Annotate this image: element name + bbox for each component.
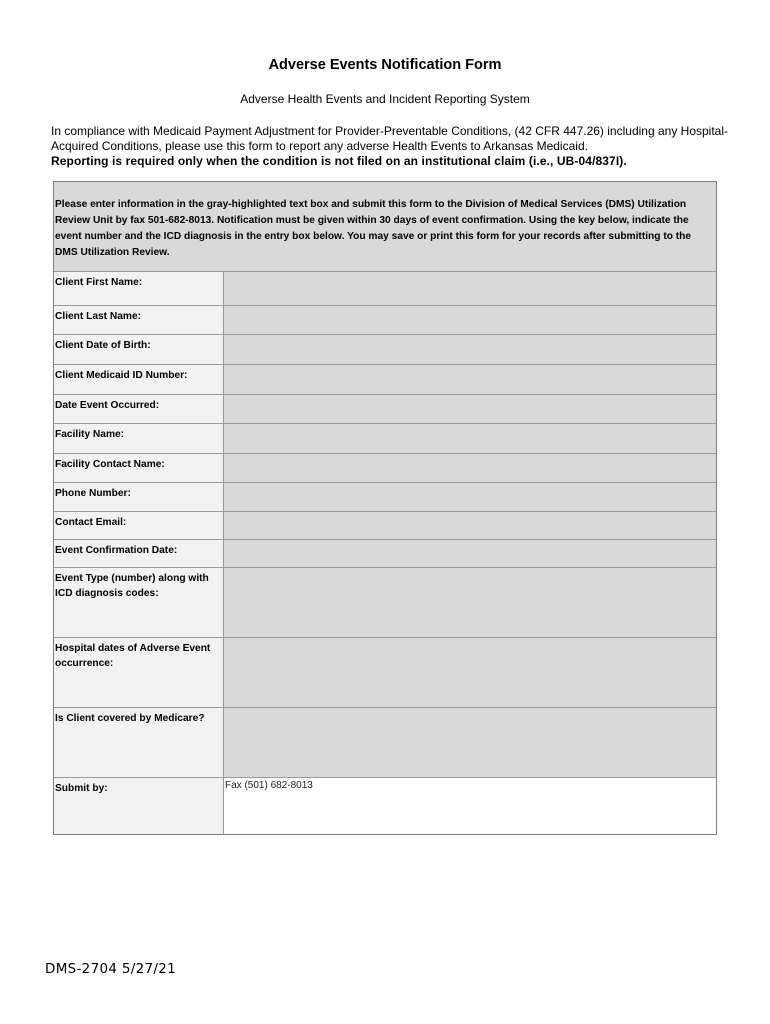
field-label: Contact Email:	[54, 512, 224, 539]
row-client-last-name	[54, 306, 716, 335]
field-label: Is Client covered by Medicare?	[54, 708, 224, 777]
row-facility-name	[54, 424, 716, 454]
facility-contact-name-field[interactable]	[224, 454, 716, 482]
form-subtitle: Adverse Health Events and Incident Reporting System	[240, 92, 530, 106]
row-submit-by	[54, 778, 716, 834]
row-facility-contact-name	[54, 454, 716, 483]
event-confirmation-date-field[interactable]	[224, 540, 716, 567]
facility-name-field[interactable]	[224, 424, 716, 453]
intro-paragraph	[51, 124, 731, 169]
intro-bold-text: Reporting is required only when the condition is not filed on an institutional claim (i.e., UB-04/837I).	[51, 154, 627, 168]
row-event-confirmation-date	[54, 540, 716, 568]
field-label: Event Confirmation Date:	[54, 540, 224, 567]
client-last-name-field[interactable]	[224, 306, 716, 334]
contact-email-field[interactable]	[224, 512, 716, 539]
row-medicare-coverage	[54, 708, 716, 778]
row-client-first-name	[54, 272, 716, 306]
field-label: Submit by:	[54, 778, 224, 834]
row-event-type	[54, 568, 716, 638]
event-type-field[interactable]	[224, 568, 716, 637]
row-client-dob	[54, 335, 716, 365]
field-label: Phone Number:	[54, 483, 224, 511]
form-number: DMS-2704 5/27/21	[45, 961, 176, 977]
client-medicaid-id-field[interactable]	[224, 365, 716, 394]
date-event-occurred-field[interactable]	[224, 395, 716, 423]
hospital-dates-field[interactable]	[224, 638, 716, 707]
medicare-coverage-field[interactable]	[224, 708, 716, 777]
client-dob-field[interactable]	[224, 335, 716, 364]
phone-number-field[interactable]	[224, 483, 716, 511]
field-label: Facility Name:	[54, 424, 224, 453]
form-instructions: Please enter information in the gray-highlighted text box and submit this form to the Division of Medical Services (DMS) Utilization Review Unit by fax 501-682-8013. Notification must be given within 30 days of event confirmation. Using the key below, indicate the event number and the ICD diagnosis in the entry box below. You may save or print this form for your records after submitting to the DMS Utilization Review.	[54, 182, 716, 272]
row-hospital-dates	[54, 638, 716, 708]
intro-text: In compliance with Medicaid Payment Adjustment for Provider-Preventable Conditions, (42 CFR 447.26) including any Hospital-Acquired Conditions, please use this form to report any adverse Health Events to Arkansas Medicaid.	[51, 124, 728, 153]
field-label: Client First Name:	[54, 272, 224, 305]
row-date-event-occurred	[54, 395, 716, 424]
notification-form	[53, 181, 717, 835]
field-label: Event Type (number) along with ICD diagnosis codes:	[54, 568, 224, 637]
field-label: Hospital dates of Adverse Event occurrence:	[54, 638, 224, 707]
row-phone-number	[54, 483, 716, 512]
form-title: Adverse Events Notification Form	[268, 57, 502, 73]
field-label: Client Date of Birth:	[54, 335, 224, 364]
field-label: Date Event Occurred:	[54, 395, 224, 423]
submit-by-value: Fax (501) 682-8013	[224, 778, 716, 834]
client-first-name-field[interactable]	[224, 272, 716, 305]
field-label: Client Medicaid ID Number:	[54, 365, 224, 394]
field-label: Client Last Name:	[54, 306, 224, 334]
row-client-medicaid-id	[54, 365, 716, 395]
field-label: Facility Contact Name:	[54, 454, 224, 482]
row-contact-email	[54, 512, 716, 540]
